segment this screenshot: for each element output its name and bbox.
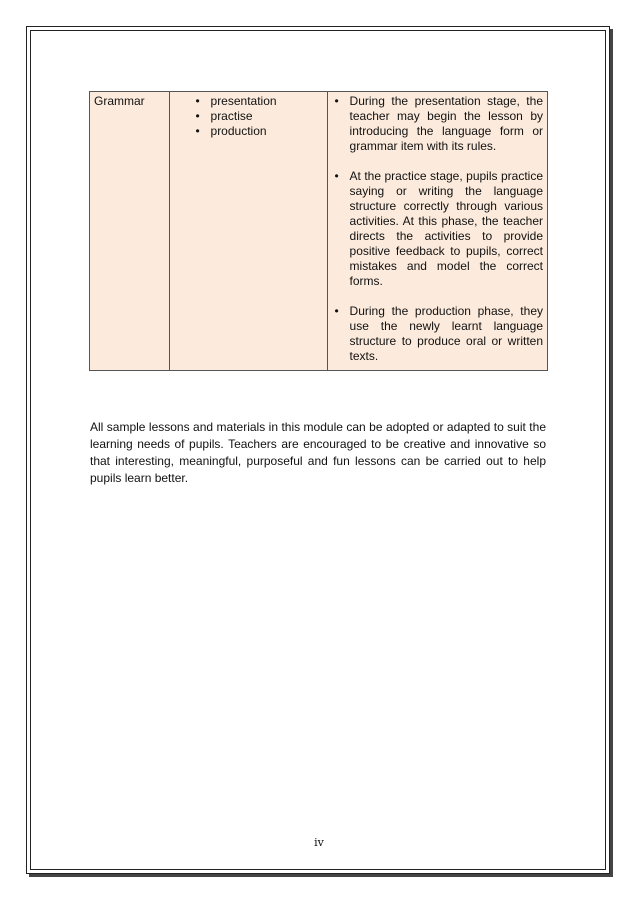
note-item: • During the production phase, they use the newly learnt language structure to produce oral or written texts. bbox=[332, 304, 543, 364]
page-number: iv bbox=[314, 836, 324, 849]
table-row bbox=[90, 92, 548, 371]
note-item: • During the presentation stage, the teacher may begin the lesson by introducing the language form or grammar item with its rules. bbox=[332, 94, 543, 154]
skill-label: Grammar bbox=[94, 94, 145, 108]
stages-list bbox=[174, 94, 323, 139]
notes-list bbox=[332, 94, 543, 364]
stage-item: • practise bbox=[196, 109, 323, 124]
summary-paragraph: All sample lessons and materials in this module can be adopted or adapted to suit the learning needs of pupils. Teachers are encouraged to be creative and innovative so that interesting, meaningful, purposeful and fun lessons can be carried out to help pupils learn better. bbox=[90, 420, 546, 485]
stage-item: • production bbox=[196, 124, 323, 139]
skill-cell bbox=[90, 92, 170, 371]
note-item: • At the practice stage, pupils practice saying or writing the language structure correctly through various activities. At this phase, the teacher directs the activities to provide positive feedback to pupils, correct mistakes and model the correct forms. bbox=[332, 169, 543, 289]
stages-cell bbox=[169, 92, 327, 371]
lesson-table bbox=[89, 91, 548, 371]
stage-item: • presentation bbox=[196, 94, 323, 109]
notes-cell bbox=[327, 92, 547, 371]
